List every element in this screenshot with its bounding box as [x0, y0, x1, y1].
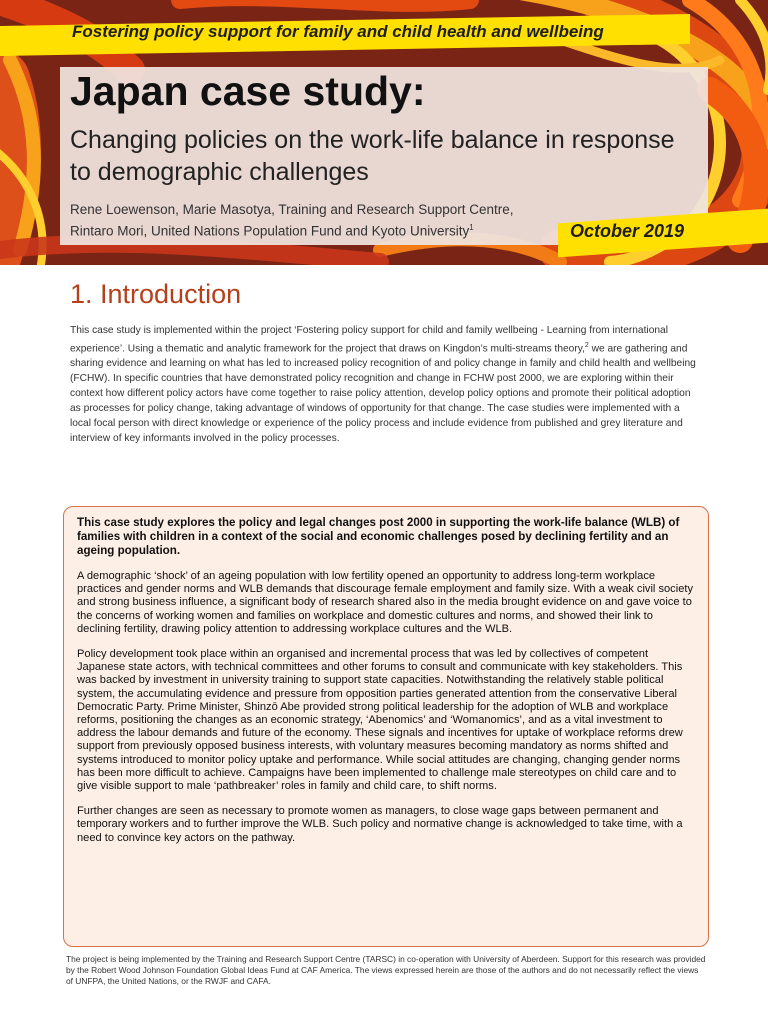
authors-line-2: Rintaro Mori, United Nations Population Fund and Kyoto University: [70, 223, 470, 239]
intro-text-1: This case study is implemented within the project ‘Fostering policy support for child and family wellbeing - Learning from international experience’. Using a thematic and analytic framework for the project that draws on Kingdon’s multi-streams theory,: [70, 325, 668, 355]
summary-paragraph-3: Further changes are seen as necessary to promote women as managers, to close wage gaps between permanent and temporary workers and to further improve the WLB. Such policy and normative change is acknowledged to take time, with a need to convince key actors on the pathway.: [77, 805, 683, 844]
project-tagline: Fostering policy support for family and child health and wellbeing: [72, 22, 604, 41]
document-subtitle: Changing policies on the work-life balance in response to demographic challenges: [70, 126, 675, 186]
authors: [70, 201, 590, 241]
summary-lead: This case study explores the policy and legal changes post 2000 in supporting the work-life balance (WLB) of families with children in a context of the social and economic challenges posed by declining fertility and an ageing population.: [77, 516, 680, 557]
publication-date: October 2019: [570, 221, 685, 241]
summary-paragraph-1: A demographic ‘shock’ of an ageing population with low fertility opened an opportunity to address long-term workplace practices and gender norms and WLB demands that discourage female employment and family size. With a weak civil society and strong business influence, a significant body of research shared also in the media brought evidence on and gave voice to the concerns of working women and families on workplace and domestic cultures and norms, and showed their link to declining fertility, drawing policy attention to addressing workplace cultures and the WLB.: [77, 570, 693, 635]
introduction-paragraph: [70, 323, 700, 446]
intro-footnote-ref: 2: [584, 342, 589, 349]
authors-footnote-ref: 1: [469, 223, 474, 232]
footnote: The project is being implemented by the Training and Research Support Centre (TARSC) in co-operation with University of Aberdeen. Support for this research was provided by the Robert Wood Johnson Foundation Global Ideas Fund at CAF America. The views expressed herein are those of the authors and do not necessarily reflect the views of UNFPA, the United Nations, or the RWJF and CAFA.: [66, 954, 706, 986]
document-title: Japan case study:: [70, 68, 426, 114]
authors-line-1: Rene Loewenson, Marie Masotya, Training and Research Support Centre,: [70, 202, 514, 217]
summary-paragraph-2: Policy development took place within an organised and incremental process that was led by collectives of competent Japanese state actors, with technical committees and other forums to consult and communicate with key stakeholders. This was backed by investment in university training to support state capacities. Notwithstanding the relatively stable political system, the accumulating evidence and pressure from opposition parties generated attention from the conservative Liberal Democratic Party. Prime Minister, Shinzō Abe provided strong political leadership for the adoption of WLB and workplace reforms, positioning the changes as an economic strategy, ‘Abenomics’ and ‘Womanomics’, and as a vital investment to address the labour demands and future of the economy. These signals and incentives for uptake of workplace reforms drew support from previously opposed business interests, with voluntary measures becoming mandatory as norms shifted and systems introduced to monitor policy uptake and performance. While social attitudes are changing, changing gender norms has been more difficult to achieve. Campaigns have been implemented to challenge male stereotypes on child care and to give visible support to male ‘pathbreaker’ roles in family and child care, to shift norms.: [77, 648, 683, 793]
section-heading: 1. Introduction: [70, 279, 242, 309]
intro-text-2: we are gathering and sharing evidence and learning on what has led to increased policy recognition of and policy change in family and child health and wellbeing (FCHW). In specific countries that have demonstrated policy recognition and change in FCHW post 2000, we are exploring within their context how different policy actors have come together to raise policy attention, develop policy options and promote their political adoption as processes for policy change, taking advantage of windows of opportunity for that change. The case studies were implemented with a local focal person with direct knowledge or experience of the policy process and include evidence from published and grey literature and interview of key informants involved in the policy processes.: [70, 343, 696, 445]
summary-box: [63, 506, 709, 947]
